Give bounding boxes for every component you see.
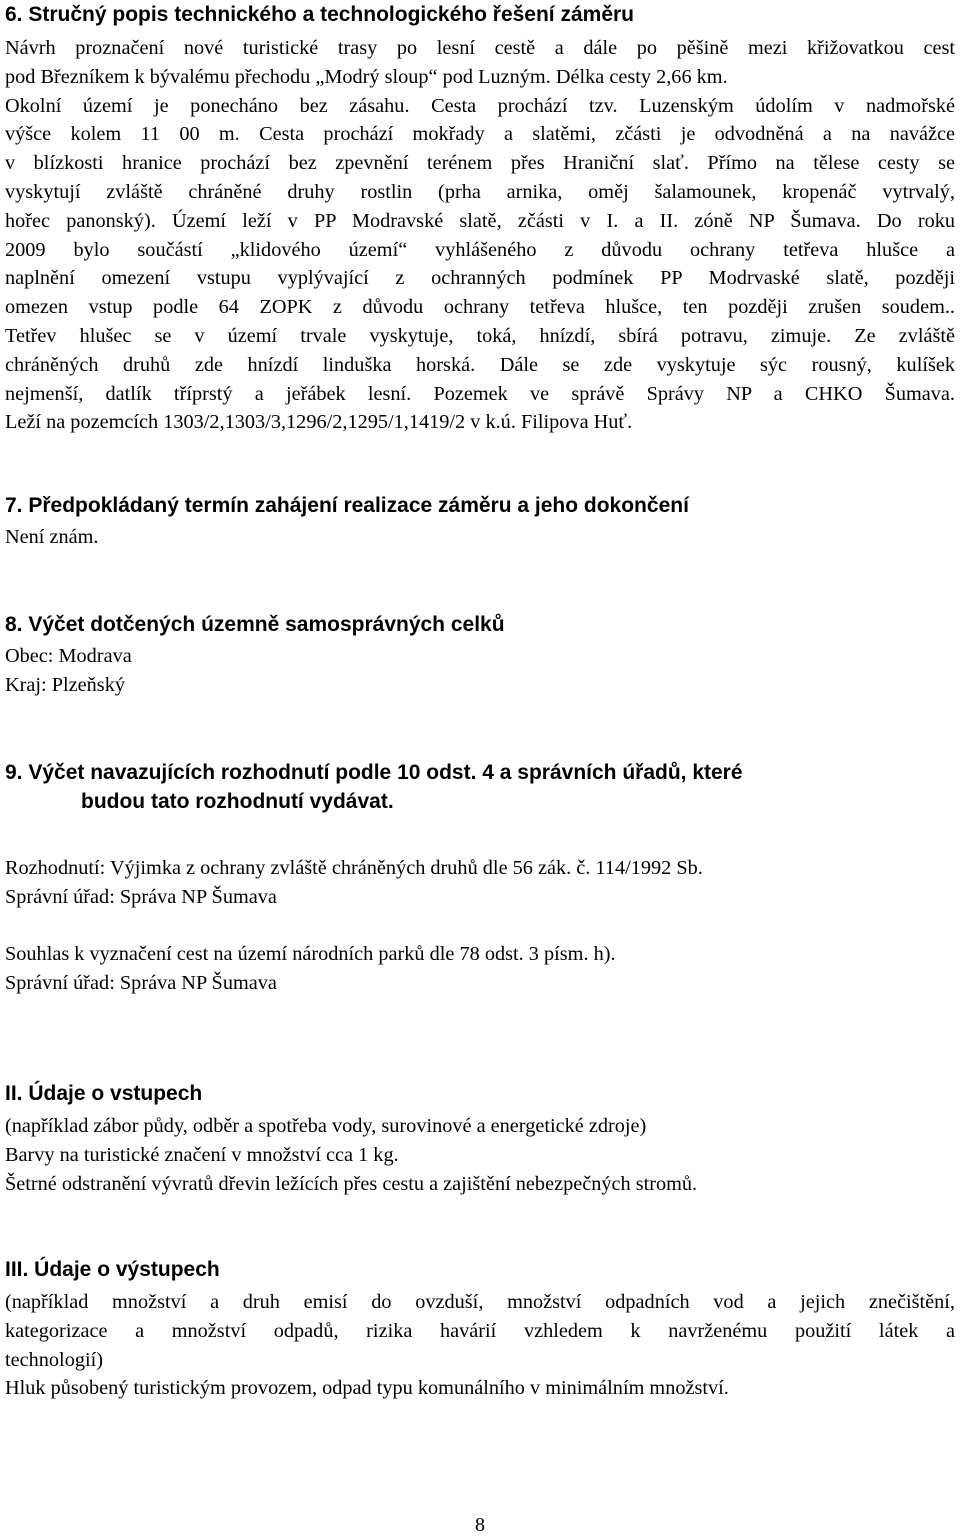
paragraph-line: pod Březníkem k bývalému přechodu „Modrý sloup“ pod Luzným. Délka cesty 2,66 km. — [5, 65, 728, 88]
paragraph-line: naplnění omezení vstupu vyplývající z ochranných podmínek PP Modrvaské slatě, později — [5, 267, 955, 290]
authority-line: Správní úřad: Správa NP Šumava — [5, 885, 277, 908]
paragraph-line: technologií) — [5, 1348, 103, 1371]
section-7-heading: 7. Předpokládaný termín zahájení realizace záměru a jeho dokončení — [5, 494, 689, 517]
paragraph-line: Leží na pozemcích 1303/2,1303/3,1296/2,1295/1,1419/2 v k.ú. Filipova Huť. — [5, 411, 633, 434]
paragraph-line: vyskytují zvláště chráněné druhy rostlin (prha arnika, oměj šalamounek, kropenáč vytrvalý, — [5, 180, 955, 203]
municipality-line: Obec: Modrava — [5, 645, 132, 667]
decision-line: Rozhodnutí: Výjimka z ochrany zvláště chráněných druhů dle 56 zák. č. 114/1992 Sb. — [5, 857, 703, 879]
section-8 — [5, 610, 955, 700]
section-7 — [5, 491, 955, 552]
decision-line: Souhlas k vyznačení cest na území národních parků dle 78 odst. 3 písm. h). — [5, 943, 616, 965]
paragraph-line: Tetřev hlušec se v území trvale vyskytuje, toká, hnízdí, sbírá potravu, zimuje. Ze zvláště — [5, 324, 955, 347]
paragraph-line: výšce kolem 11 00 m. Cesta prochází mokřady a slatěmi, zčásti je odvodněná a na navážce — [5, 123, 955, 146]
paragraph-line: (například zábor půdy, odběr a spotřeba vody, surovinové a energetické zdroje) — [5, 1115, 647, 1137]
paragraph-line: Návrh proznačení nové turistické trasy po lesní cestě a dále po pěšině mezi křižovatkou cest — [5, 37, 955, 59]
section-iii — [5, 1255, 955, 1403]
section-9-heading: 9. Výčet navazujících rozhodnutí podle 10 odst. 4 a správních úřadů, které — [5, 761, 743, 784]
paragraph-line: 2009 bylo součástí „klidového území“ vyhlášeného z důvodu ochrany tetřeva hlušce a — [5, 238, 955, 261]
section-6-heading: 6. Stručný popis technického a technologického řešení záměru — [5, 3, 635, 26]
paragraph-line: Okolní území je ponecháno bez zásahu. Cesta prochází tzv. Luzenským údolím v nadmořské — [5, 94, 955, 117]
section-ii — [5, 1079, 955, 1198]
section-7-text: Není znám. — [5, 526, 99, 548]
paragraph-line: omezen vstup podle 64 ZOPK z důvodu ochrany tetřeva hlušce, ten později zrušen soudem.. — [5, 296, 955, 319]
section-6-body — [5, 34, 955, 437]
paragraph-line: kategorizace a množství odpadů, rizika havárií vzhledem k navrženému použití látek a — [5, 1319, 955, 1342]
section-ii-heading: II. Údaje o vstupech — [5, 1082, 203, 1105]
section-6 — [5, 0, 955, 29]
paragraph-line: v blízkosti hranice prochází bez zpevnění terénem přes Hraniční slať. Přímo na tělese cesty se — [5, 152, 955, 175]
paragraph-line: nejmenší, datlík tříprstý a jeřábek lesní. Pozemek ve správě Správy NP a CHKO Šumava. — [5, 382, 955, 405]
paragraph-line: Barvy na turistické značení v množství cca 1 kg. — [5, 1143, 399, 1166]
section-8-heading: 8. Výčet dotčených územně samosprávných celků — [5, 613, 505, 636]
page-number: 8 — [475, 1514, 485, 1536]
section-9-consent — [5, 940, 955, 998]
region-line: Kraj: Plzeňský — [5, 673, 125, 696]
paragraph-line: hořec panonský). Území leží v PP Modravské slatě, zčásti v I. a II. zóně NP Šumava. Do roku — [5, 209, 955, 232]
section-9-heading-continued: budou tato rozhodnutí vydávat. — [81, 790, 394, 813]
authority-line: Správní úřad: Správa NP Šumava — [5, 971, 277, 994]
section-9 — [5, 758, 955, 816]
section-iii-heading: III. Údaje o výstupech — [5, 1258, 220, 1281]
paragraph-line: Hluk působený turistickým provozem, odpad typu komunálního v minimálním množství. — [5, 1377, 729, 1400]
paragraph-line: Šetrné odstranění vývratů dřevin ležících přes cestu a zajištění nebezpečných stromů. — [5, 1172, 698, 1195]
section-9-decisions — [5, 854, 955, 912]
paragraph-line: chráněných druhů zde hnízdí linduška horská. Dále se zde vyskytuje sýc rousný, kulíšek — [5, 353, 955, 376]
paragraph-line: (například množství a druh emisí do ovzduší, množství odpadních vod a jejich znečištění, — [5, 1291, 955, 1313]
